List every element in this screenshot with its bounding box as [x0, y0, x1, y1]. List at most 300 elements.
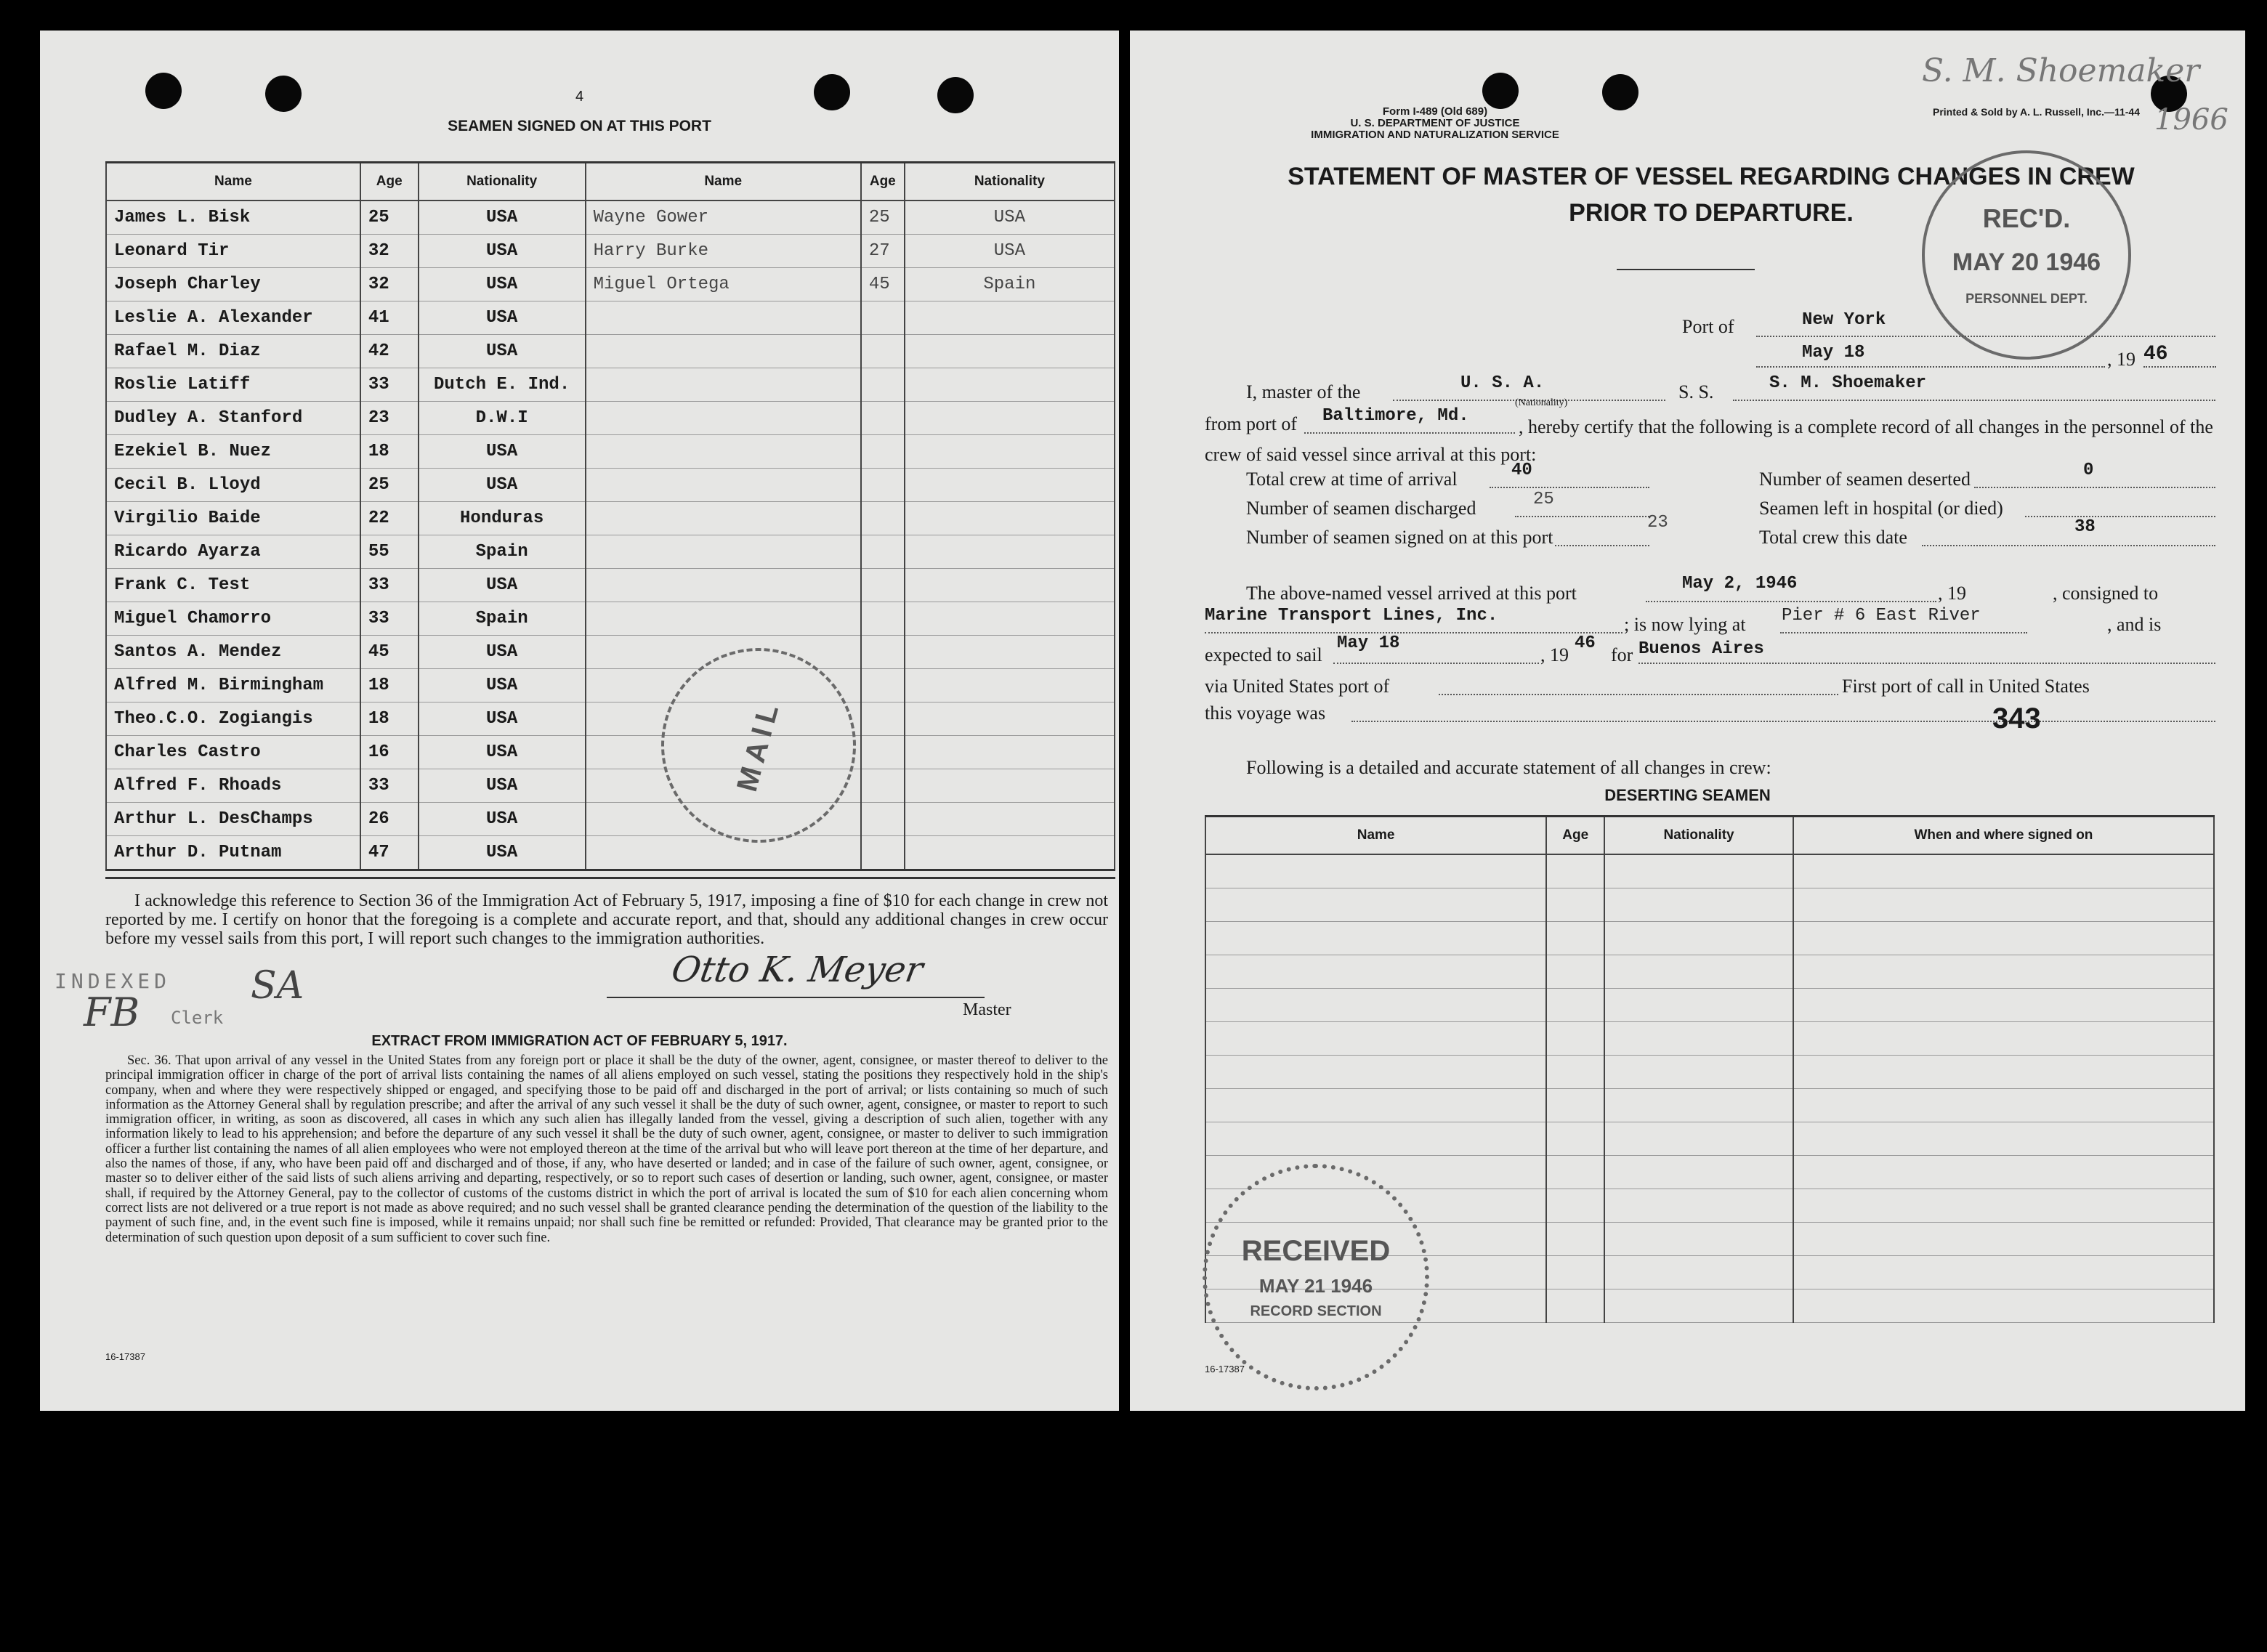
arrived-label: The above-named vessel arrived at this port	[1246, 583, 1577, 604]
empty-cell	[1793, 922, 2214, 955]
seaman-nationality: Spain	[905, 268, 1115, 301]
seaman-age: 42	[360, 335, 419, 368]
table-row	[106, 469, 1115, 502]
seaman-nationality: Dutch E. Ind.	[419, 368, 586, 402]
form-number: Form I-489 (Old 689)	[1382, 105, 1488, 118]
table-row	[1205, 1122, 2214, 1156]
corner-number: 1966	[2154, 103, 2228, 137]
first-port-label: First port of call in United States	[1842, 676, 2090, 697]
form-title-line2: PRIOR TO DEPARTURE.	[1569, 199, 1854, 227]
extract-text: Sec. 36. That upon arrival of any vessel in the United States from any foreign port or place it shall be the duty of the owner, agent, consignee, or master thereof to deliver to the principal immigration officer in charge of the port of arrival lists containing the names of all aliens employed on such vessel, stating the positions they respectively hold in the ship's company, when and where they were respectively shipped or engaged, and specifying those to be paid off and discharged in the port of arrival; or lists containing so much of such information as the Attorney General shall by regulation prescribe; and after the arrival of any such vessel it shall be the duty of such owner, agent, consignee, or master to report to such immigration officer, in writing, as soon as discovered, all cases in which any such alien has illegally landed from the vessel, giving a description of such alien, together with any information likely to lead to his apprehension; and before the departure of any such vessel it shall be the duty of such owner, agent, consignee, or master to deliver to such immigration officer a further list containing the names of all alien employees who were not employed thereon at the time of the arrival but who will leave port thereon at the time of her departure, and also the names of those, if any, who have been paid off and discharged and of those, if any, who have deserted or landed; and in case of the failure of such owner, agent, consignee, or master so to deliver either of the said lists of such aliens arriving and departing, respectively, or so to report such cases of desertion or landing, such owner, agent, consignee, or master shall, if required by the Attorney General, pay to the collector of customs of the customs district in which the port of arrival is located the sum of $10 for each alien concerning whom correct lists are not delivered or a true report is not made as above required; and no such vessel shall be granted clearance pending the determination of the question of the liability to the payment of such fine, and, in the event such fine is imposed, while it remains unpaid; nor shall such fine be remitted or refunded: Provided, That clearance may be granted prior to the determination of such question upon deposit of a sum sufficient to cover such fine.	[105, 1053, 1108, 1245]
seaman-name: Arthur D. Putnam	[106, 836, 360, 870]
seaman-name: Arthur L. DesChamps	[106, 803, 360, 836]
column-header-name: Name	[1205, 817, 1546, 855]
table-row	[106, 702, 1115, 736]
punch-hole	[1602, 74, 1638, 110]
divider	[105, 877, 1115, 879]
seaman-name: Frank C. Test	[106, 569, 360, 602]
recd-stamp-date: MAY 20 1946	[1952, 248, 2101, 276]
seaman-age: 25	[360, 201, 419, 235]
empty-cell	[1793, 854, 2214, 888]
table-row	[106, 836, 1115, 870]
seaman-age: 41	[360, 301, 419, 335]
table-row	[106, 301, 1115, 335]
table-row	[106, 736, 1115, 769]
empty-cell	[1546, 989, 1604, 1022]
seaman-name	[586, 836, 861, 870]
empty-cell	[1604, 1289, 1793, 1323]
year-prefix: , 19	[2107, 349, 2135, 370]
seaman-name	[586, 535, 861, 569]
seaman-name	[586, 435, 861, 469]
seaman-nationality	[905, 769, 1115, 803]
seaman-nationality	[905, 736, 1115, 769]
seaman-name	[586, 335, 861, 368]
column-header-nationality: Nationality	[1604, 817, 1793, 855]
column-header-nationality: Nationality	[905, 163, 1115, 201]
consigned-label: , consigned to	[2053, 583, 2159, 604]
total-arrival-value: 40	[1511, 461, 1532, 480]
seaman-nationality	[905, 535, 1115, 569]
seaman-nationality	[905, 469, 1115, 502]
empty-cell	[1546, 1122, 1604, 1156]
ss-label: S. S.	[1678, 381, 1714, 402]
seaman-nationality	[905, 636, 1115, 669]
column-header-age: Age	[861, 163, 905, 201]
vessel-name: S. M. Shoemaker	[1769, 373, 1927, 393]
empty-cell	[1793, 1056, 2214, 1089]
date-field-line	[1756, 366, 2105, 368]
table-row	[1205, 922, 2214, 955]
arrived-value: May 2, 1946	[1682, 574, 1798, 594]
empty-cell	[1604, 1056, 1793, 1089]
sail-date-value: May 18	[1337, 633, 1400, 653]
empty-cell	[1546, 1189, 1604, 1223]
seaman-name	[586, 301, 861, 335]
extract-title: EXTRACT FROM IMMIGRATION ACT OF FEBRUARY 5, 1917.	[371, 1033, 788, 1049]
seaman-age	[861, 702, 905, 736]
seaman-nationality: USA	[419, 335, 586, 368]
master-of-label: I, master of the	[1246, 381, 1361, 402]
seaman-age	[861, 669, 905, 702]
received-stamp-section: RECORD SECTION	[1250, 1303, 1382, 1319]
sail-date-line	[1333, 663, 1539, 664]
port-label: Port of	[1682, 316, 1734, 337]
seaman-nationality: Honduras	[419, 502, 586, 535]
port-field-line	[1756, 336, 2215, 337]
voyage-label: this voyage was	[1205, 702, 1326, 724]
empty-cell	[1205, 955, 1546, 989]
discharged-value: 25	[1533, 490, 1554, 509]
seaman-age: 25	[861, 201, 905, 235]
received-stamp-line1: RECEIVED	[1241, 1234, 1391, 1267]
table-row	[106, 803, 1115, 836]
nationality-value: U. S. A.	[1460, 373, 1545, 393]
seaman-nationality	[905, 669, 1115, 702]
master-label: Master	[963, 1000, 1011, 1019]
column-header-signed-on: When and where signed on	[1793, 817, 2214, 855]
seaman-name: Virgilio Baide	[106, 502, 360, 535]
from-port-value: Baltimore, Md.	[1322, 406, 1469, 426]
empty-cell	[1546, 1056, 1604, 1089]
form-title-line1: STATEMENT OF MASTER OF VESSEL REGARDING CHANGES IN CREW	[1288, 163, 2135, 190]
empty-cell	[1546, 854, 1604, 888]
seaman-age: 25	[360, 469, 419, 502]
left-page	[40, 31, 1119, 1411]
empty-cell	[1604, 854, 1793, 888]
year-value: 46	[2143, 343, 2168, 365]
destination-value: Buenos Aires	[1638, 639, 1764, 659]
seamen-signed-on-table	[105, 161, 1115, 871]
table-row	[106, 636, 1115, 669]
empty-cell	[1793, 955, 2214, 989]
seaman-age: 33	[360, 368, 419, 402]
discharged-line	[1515, 516, 1649, 517]
seaman-name: Charles Castro	[106, 736, 360, 769]
for-label: for	[1611, 644, 1633, 665]
recd-stamp	[1922, 150, 2131, 360]
seaman-nationality: USA	[905, 235, 1115, 268]
seaman-age	[861, 469, 905, 502]
seaman-name: Harry Burke	[586, 235, 861, 268]
page-number: 4	[575, 89, 584, 105]
sail-year-prefix: , 19	[1540, 644, 1569, 665]
voyage-line	[1351, 721, 2215, 722]
deserted-label: Number of seamen deserted	[1759, 469, 1971, 490]
empty-cell	[1604, 1223, 1793, 1256]
seaman-age: 23	[360, 402, 419, 435]
empty-cell	[1546, 1022, 1604, 1056]
seaman-nationality	[905, 702, 1115, 736]
empty-cell	[1546, 888, 1604, 922]
signature-line	[607, 997, 985, 998]
seaman-age	[861, 301, 905, 335]
title-underline	[1617, 269, 1755, 270]
seaman-name: Miguel Ortega	[586, 268, 861, 301]
seaman-age: 18	[360, 669, 419, 702]
seaman-age	[861, 769, 905, 803]
empty-cell	[1546, 955, 1604, 989]
empty-cell	[1604, 888, 1793, 922]
date-value: May 18	[1802, 343, 1865, 363]
seaman-nationality	[905, 803, 1115, 836]
empty-cell	[1793, 1122, 2214, 1156]
empty-cell	[1546, 1089, 1604, 1122]
empty-cell	[1604, 1256, 1793, 1289]
seaman-name	[586, 602, 861, 636]
table-row	[106, 201, 1115, 235]
seaman-nationality	[905, 368, 1115, 402]
master-signature: Otto K. Meyer	[668, 950, 926, 990]
empty-cell	[1604, 1089, 1793, 1122]
deserting-heading: DESERTING SEAMEN	[1604, 786, 1771, 804]
empty-cell	[1205, 1022, 1546, 1056]
seaman-nationality: USA	[419, 669, 586, 702]
seaman-nationality: USA	[419, 636, 586, 669]
seaman-name: Wayne Gower	[586, 201, 861, 235]
seaman-name: Theo.C.O. Zogiangis	[106, 702, 360, 736]
seaman-nationality: USA	[905, 201, 1115, 235]
service-name: IMMIGRATION AND NATURALIZATION SERVICE	[1311, 129, 1559, 141]
seaman-age: 55	[360, 535, 419, 569]
empty-cell	[1604, 1189, 1793, 1223]
seaman-nationality	[905, 502, 1115, 535]
indexed-initials: FB	[84, 989, 140, 1035]
nationality-note: (Nationality)	[1515, 397, 1568, 408]
empty-cell	[1546, 1256, 1604, 1289]
empty-cell	[1793, 989, 2214, 1022]
deserted-line	[1974, 487, 2215, 488]
column-header-nationality: Nationality	[419, 163, 586, 201]
seaman-age: 45	[861, 268, 905, 301]
seaman-age: 22	[360, 502, 419, 535]
seaman-age: 27	[861, 235, 905, 268]
seaman-name	[586, 402, 861, 435]
sail-year-value: 46	[1575, 633, 1596, 653]
table-row	[106, 402, 1115, 435]
table-row	[106, 769, 1115, 803]
acknowledgement-text: I acknowledge this reference to Section 36 of the Immigration Act of February 5, 1917, imposing a fine of $10 for each change in crew not reported by me. I certify on honor that the foregoing is a complete and accurate report, and that, should any additional changes in crew occur before my vessel sails from this port, I will report such changes to the immigration authorities.	[105, 891, 1108, 948]
table-row	[106, 368, 1115, 402]
seaman-age: 47	[360, 836, 419, 870]
seaman-nationality: USA	[419, 769, 586, 803]
signed-on-label: Number of seamen signed on at this port	[1246, 527, 1553, 548]
mail-stamp-text: MAIL	[730, 695, 786, 795]
table-row	[106, 268, 1115, 301]
column-header-name: Name	[586, 163, 861, 201]
seaman-age: 32	[360, 268, 419, 301]
seaman-name: Alfred M. Birmingham	[106, 669, 360, 702]
discharged-label: Number of seamen discharged	[1246, 498, 1476, 519]
empty-cell	[1793, 888, 2214, 922]
seaman-name: Dudley A. Stanford	[106, 402, 360, 435]
seaman-name	[586, 569, 861, 602]
table-row	[1205, 989, 2214, 1022]
pier-value: Pier # 6 East River	[1782, 606, 1981, 625]
seaman-nationality: USA	[419, 235, 586, 268]
form-code: 16-17387	[105, 1351, 145, 1362]
total-date-line	[1922, 545, 2215, 546]
from-port-label: from port of	[1205, 413, 1298, 434]
seaman-age	[861, 435, 905, 469]
seaman-nationality: USA	[419, 268, 586, 301]
printer-note: Printed & Sold by A. L. Russell, Inc.—11-44	[1933, 106, 2140, 118]
arrived-line	[1646, 601, 1936, 602]
pier-line	[1780, 632, 2027, 633]
seaman-nationality: USA	[419, 836, 586, 870]
empty-cell	[1793, 1022, 2214, 1056]
seaman-name: Roslie Latiff	[106, 368, 360, 402]
table-row	[106, 235, 1115, 268]
seaman-nationality: USA	[419, 702, 586, 736]
destination-line	[1638, 663, 2215, 664]
total-date-label: Total crew this date	[1759, 527, 1907, 548]
received-stamp	[1203, 1164, 1429, 1390]
via-label: via United States port of	[1205, 676, 1390, 697]
total-arrival-line	[1490, 487, 1649, 488]
via-line	[1439, 694, 1838, 695]
seaman-age: 18	[360, 435, 419, 469]
seaman-name: Leslie A. Alexander	[106, 301, 360, 335]
department-name: U. S. DEPARTMENT OF JUSTICE	[1350, 117, 1520, 129]
empty-cell	[1205, 1122, 1546, 1156]
empty-cell	[1604, 1122, 1793, 1156]
voyage-number: 343	[1992, 702, 2041, 734]
seaman-nationality: USA	[419, 301, 586, 335]
seaman-name	[586, 502, 861, 535]
seaman-nationality: USA	[419, 201, 586, 235]
hospital-label: Seamen left in hospital (or died)	[1759, 498, 2003, 519]
seaman-age: 33	[360, 569, 419, 602]
seaman-age	[861, 402, 905, 435]
table-row	[1205, 1089, 2214, 1122]
year-field-line	[2143, 366, 2216, 368]
empty-cell	[1546, 1289, 1604, 1323]
indexed-stamp: INDEXED	[54, 969, 171, 993]
empty-cell	[1546, 922, 1604, 955]
expected-label: expected to sail	[1205, 644, 1322, 665]
empty-cell	[1205, 989, 1546, 1022]
form-code: 16-17387	[1205, 1364, 1245, 1374]
table-row	[106, 602, 1115, 636]
table-row	[1205, 1056, 2214, 1089]
seaman-name: Cecil B. Lloyd	[106, 469, 360, 502]
empty-cell	[1604, 1022, 1793, 1056]
recd-stamp-dept: PERSONNEL DEPT.	[1965, 291, 2088, 306]
table-row	[106, 435, 1115, 469]
seaman-name: James L. Bisk	[106, 201, 360, 235]
empty-cell	[1546, 1223, 1604, 1256]
seaman-age	[861, 636, 905, 669]
seaman-age	[861, 535, 905, 569]
empty-cell	[1793, 1256, 2214, 1289]
empty-cell	[1205, 888, 1546, 922]
empty-cell	[1604, 922, 1793, 955]
seaman-name	[586, 368, 861, 402]
seaman-nationality: USA	[419, 435, 586, 469]
following-text: Following is a detailed and accurate statement of all changes in crew:	[1246, 757, 1771, 778]
seaman-age	[861, 335, 905, 368]
seaman-nationality	[905, 569, 1115, 602]
clerk-initials: SA	[251, 964, 304, 1008]
seaman-age	[861, 602, 905, 636]
table-row	[1205, 854, 2214, 888]
table-row	[106, 669, 1115, 702]
empty-cell	[1205, 854, 1546, 888]
seaman-age	[861, 736, 905, 769]
form-header	[1308, 106, 1562, 141]
seaman-nationality: USA	[419, 736, 586, 769]
seaman-nationality	[905, 602, 1115, 636]
empty-cell	[1604, 1156, 1793, 1189]
table-row	[1205, 1022, 2214, 1056]
total-arrival-label: Total crew at time of arrival	[1246, 469, 1458, 490]
table-row	[106, 335, 1115, 368]
empty-cell	[1205, 1089, 1546, 1122]
signed-on-line	[1555, 545, 1649, 546]
seaman-age	[861, 368, 905, 402]
table-row	[106, 502, 1115, 535]
consignee-value: Marine Transport Lines, Inc.	[1205, 606, 1498, 625]
signed-on-value: 23	[1647, 513, 1668, 533]
table-row	[106, 569, 1115, 602]
seaman-nationality: USA	[419, 569, 586, 602]
section-heading: SEAMEN SIGNED ON AT THIS PORT	[448, 118, 711, 134]
clerk-label: Clerk	[171, 1008, 224, 1028]
consignee-line	[1205, 632, 1623, 633]
empty-cell	[1793, 1223, 2214, 1256]
received-stamp-date: MAY 21 1946	[1258, 1274, 1373, 1297]
seaman-name: Ricardo Ayarza	[106, 535, 360, 569]
vessel-field-line	[1733, 400, 2215, 401]
table-row	[1205, 955, 2214, 989]
empty-cell	[1793, 1156, 2214, 1189]
seaman-age: 26	[360, 803, 419, 836]
empty-cell	[1205, 922, 1546, 955]
punch-hole	[1482, 73, 1519, 109]
certify-text: , hereby certify that the following is a complete record of all changes in the personnel of the crew of said vessel since arrival at this port:	[1205, 416, 2213, 465]
seaman-age: 16	[360, 736, 419, 769]
lying-label: ; is now lying at	[1624, 614, 1746, 635]
seaman-age	[861, 803, 905, 836]
seaman-name: Joseph Charley	[106, 268, 360, 301]
seaman-age	[861, 836, 905, 870]
empty-cell	[1546, 1156, 1604, 1189]
seaman-nationality: Spain	[419, 535, 586, 569]
seaman-name: Miguel Chamorro	[106, 602, 360, 636]
total-date-value: 38	[2074, 517, 2096, 537]
seaman-name: Leonard Tir	[106, 235, 360, 268]
right-page	[1130, 31, 2245, 1411]
column-header-name: Name	[106, 163, 360, 201]
seaman-nationality	[905, 402, 1115, 435]
table-row	[106, 535, 1115, 569]
seaman-age	[861, 502, 905, 535]
seaman-nationality: D.W.I	[419, 402, 586, 435]
column-header-age: Age	[360, 163, 419, 201]
corner-handwriting: S. M. Shoemaker	[1922, 52, 2200, 89]
empty-cell	[1793, 1089, 2214, 1122]
seaman-nationality	[905, 836, 1115, 870]
empty-cell	[1793, 1189, 2214, 1223]
seaman-name: Alfred F. Rhoads	[106, 769, 360, 803]
table-row	[1205, 888, 2214, 922]
seaman-nationality	[905, 301, 1115, 335]
seaman-name: Santos A. Mendez	[106, 636, 360, 669]
column-header-age: Age	[1546, 817, 1604, 855]
seaman-nationality	[905, 435, 1115, 469]
seaman-age: 32	[360, 235, 419, 268]
hospital-line	[2025, 516, 2215, 517]
deserted-value: 0	[2083, 461, 2094, 480]
recd-stamp-line1: REC'D.	[1982, 203, 2071, 233]
port-value: New York	[1802, 310, 1886, 330]
seaman-age: 33	[360, 602, 419, 636]
seaman-age: 18	[360, 702, 419, 736]
empty-cell	[1793, 1289, 2214, 1323]
seaman-age: 45	[360, 636, 419, 669]
seaman-name: Ezekiel B. Nuez	[106, 435, 360, 469]
seaman-nationality: USA	[419, 803, 586, 836]
seaman-age	[861, 569, 905, 602]
empty-cell	[1604, 989, 1793, 1022]
seaman-age: 33	[360, 769, 419, 803]
seaman-name: Rafael M. Diaz	[106, 335, 360, 368]
and-is-label: , and is	[2107, 614, 2162, 635]
empty-cell	[1604, 955, 1793, 989]
seaman-name	[586, 469, 861, 502]
seaman-nationality: USA	[419, 469, 586, 502]
